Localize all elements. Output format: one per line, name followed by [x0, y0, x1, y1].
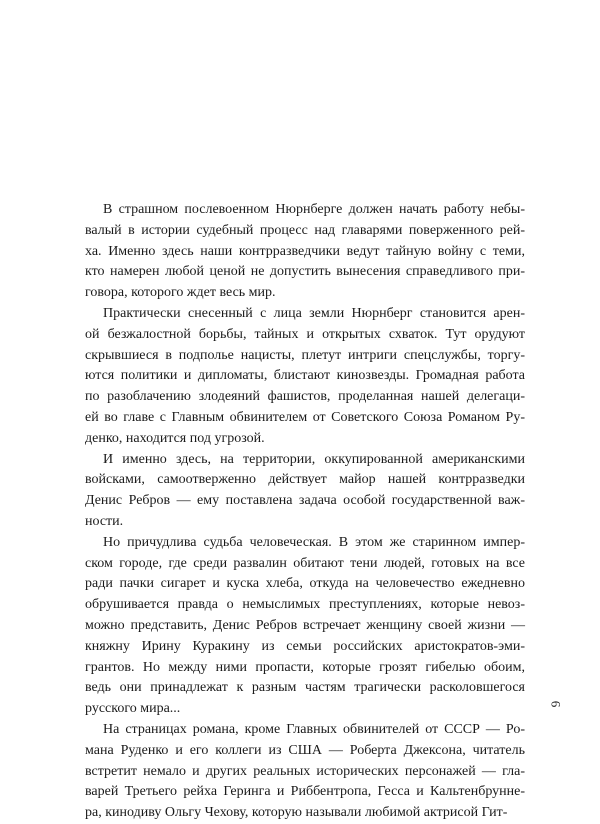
text-line: ском городе, где среди развалин обитают тени людей, готовых на все	[85, 555, 525, 571]
text-line: На страницах романа, кроме Главных обвинителей от СССР — Ро-	[103, 721, 525, 737]
text-line: ности.	[85, 513, 124, 529]
text-line: денко, находится под угрозой.	[85, 430, 265, 446]
text-line: кто намерен любой ценой не допустить вынесения справедливого при-	[85, 264, 525, 280]
text-line: встретит немало и других реальных исторических персонажей — гла-	[85, 763, 525, 779]
text-line: говора, которого ждет весь мир.	[85, 285, 276, 301]
text-line: скрывшиеся в подполье нацисты, плетут интриги спецслужбы, торгу-	[85, 347, 525, 363]
text-line: ей во главе с Главным обвинителем от Советского Союза Романом Ру-	[85, 409, 525, 425]
text-line: обрушивается правда о немыслимых преступлениях, которые невоз-	[85, 597, 525, 613]
text-line: Денис Ребров — ему поставлена задача особой государственной важ-	[85, 493, 525, 509]
text-line: мана Руденко и его коллеги из США — Роберта Джексона, читатель	[85, 742, 525, 758]
text-line: И именно здесь, на территории, оккупированной американскими	[103, 451, 525, 467]
text-line: ведь они принадлежат к разным частям трагически расколовшегося	[85, 680, 525, 696]
text-line: валый в истории судебный процесс над главарями поверженного рей-	[85, 222, 525, 238]
text-line: по разоблачению злодеяний фашистов, проделанная нашей делегаци-	[85, 389, 525, 405]
text-line: ра, кинодиву Ольгу Чехову, которую называли любимой актрисой Гит-	[85, 805, 508, 821]
text-line: В страшном послевоенном Нюрнберге должен начать работу небы-	[103, 202, 525, 217]
text-line: ой безжалостной борьбы, тайных и открытых схваток. Тут орудуют	[85, 326, 525, 342]
text-line: Практически снесенный с лица земли Нюрнберг становится арен-	[103, 305, 525, 321]
paragraph	[85, 450, 525, 533]
text-line: войсками, самоотверженно действует майор нашей контрразведки	[85, 472, 525, 488]
text-line: ются политики и дипломаты, блистают кинозвезды. Громадная работа	[85, 368, 525, 384]
paragraph	[85, 720, 525, 824]
paragraph	[85, 200, 525, 304]
text-line: ха. Именно здесь наши контрразведчики ведут тайную войну с теми,	[85, 243, 525, 259]
text-line: грантов. Но между ними пропасти, которые грозят гибелью обоим,	[85, 659, 525, 675]
paragraph	[85, 533, 525, 720]
text-line: можно представить, Денис Ребров встречает женщину своей жизни —	[85, 617, 525, 633]
text-line: Но причудлива судьба человеческая. В этом же старинном импер-	[103, 534, 525, 550]
text-line: русского мира...	[85, 701, 181, 717]
text-line: варей Третьего рейха Геринга и Риббентропа, Гесса и Кальтенбрунне-	[85, 784, 525, 800]
page-number: 6	[548, 700, 564, 708]
body-text	[85, 200, 525, 824]
text-line: ради пачки сигарет и куска хлеба, откуда на человечество ежедневно	[85, 576, 525, 592]
text-line: княжну Ирину Куракину из семьи российских аристократов-эми-	[85, 638, 525, 654]
paragraph	[85, 304, 525, 450]
